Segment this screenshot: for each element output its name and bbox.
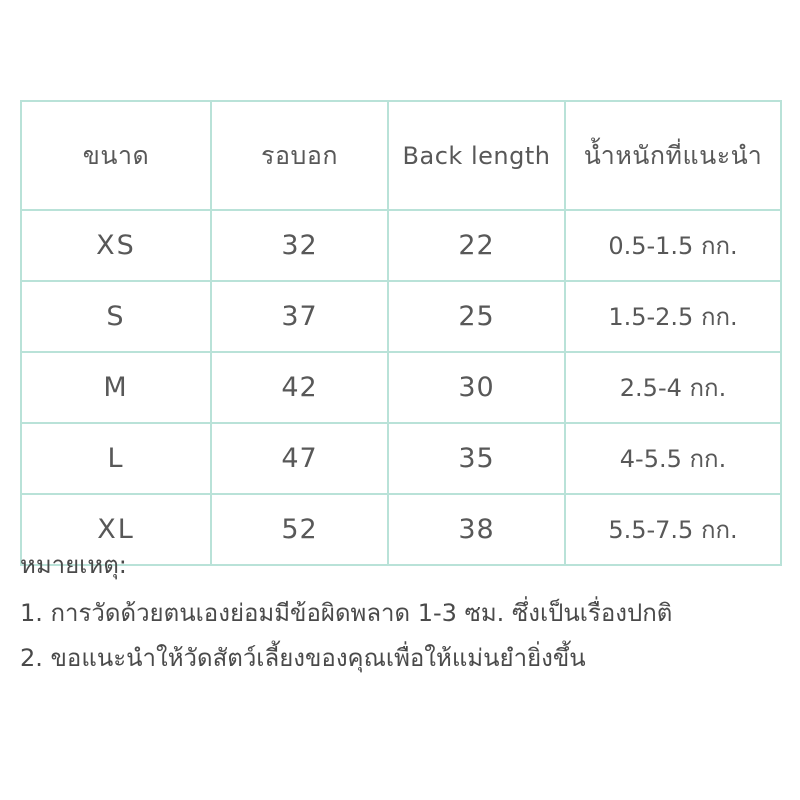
header-row: [21, 101, 781, 210]
cell-back-length: 38: [388, 494, 565, 565]
cell-weight: 0.5-1.5 กก.: [565, 210, 781, 281]
table-header: [21, 101, 781, 210]
notes-section: [20, 545, 780, 688]
notes-title: หมายเหตุ:: [20, 551, 127, 579]
cell-chest: 37: [211, 281, 388, 352]
cell-back-length: 30: [388, 352, 565, 423]
cell-weight: 4-5.5 กก.: [565, 423, 781, 494]
header-weight: น้ำหนักที่แนะนำ: [565, 101, 781, 210]
cell-size: L: [21, 423, 211, 494]
cell-chest: 32: [211, 210, 388, 281]
header-back-length: Back length: [388, 101, 565, 210]
table-row: [21, 210, 781, 281]
cell-weight: 2.5-4 กก.: [565, 352, 781, 423]
cell-size: XL: [21, 494, 211, 565]
cell-size: S: [21, 281, 211, 352]
table-body: [21, 210, 781, 565]
cell-back-length: 35: [388, 423, 565, 494]
cell-chest: 47: [211, 423, 388, 494]
header-chest: รอบอก: [211, 101, 388, 210]
note-item-1: 1. การวัดด้วยตนเองย่อมมีข้อผิดพลาด 1-3 ซม. ซึ่งเป็นเรื่องปกติ: [20, 599, 673, 627]
note-item-2: 2. ขอแนะนำให้วัดสัตว์เลี้ยงของคุณเพื่อให้แม่นยำยิ่งขึ้น: [20, 644, 586, 673]
cell-weight: 1.5-2.5 กก.: [565, 281, 781, 352]
cell-chest: 42: [211, 352, 388, 423]
table-row: [21, 281, 781, 352]
cell-chest: 52: [211, 494, 388, 565]
cell-size: M: [21, 352, 211, 423]
header-size: ขนาด: [21, 101, 211, 210]
size-chart-table: [20, 100, 782, 566]
table-row: [21, 423, 781, 494]
table-row: [21, 352, 781, 423]
cell-back-length: 25: [388, 281, 565, 352]
cell-size: XS: [21, 210, 211, 281]
cell-weight: 5.5-7.5 กก.: [565, 494, 781, 565]
cell-back-length: 22: [388, 210, 565, 281]
